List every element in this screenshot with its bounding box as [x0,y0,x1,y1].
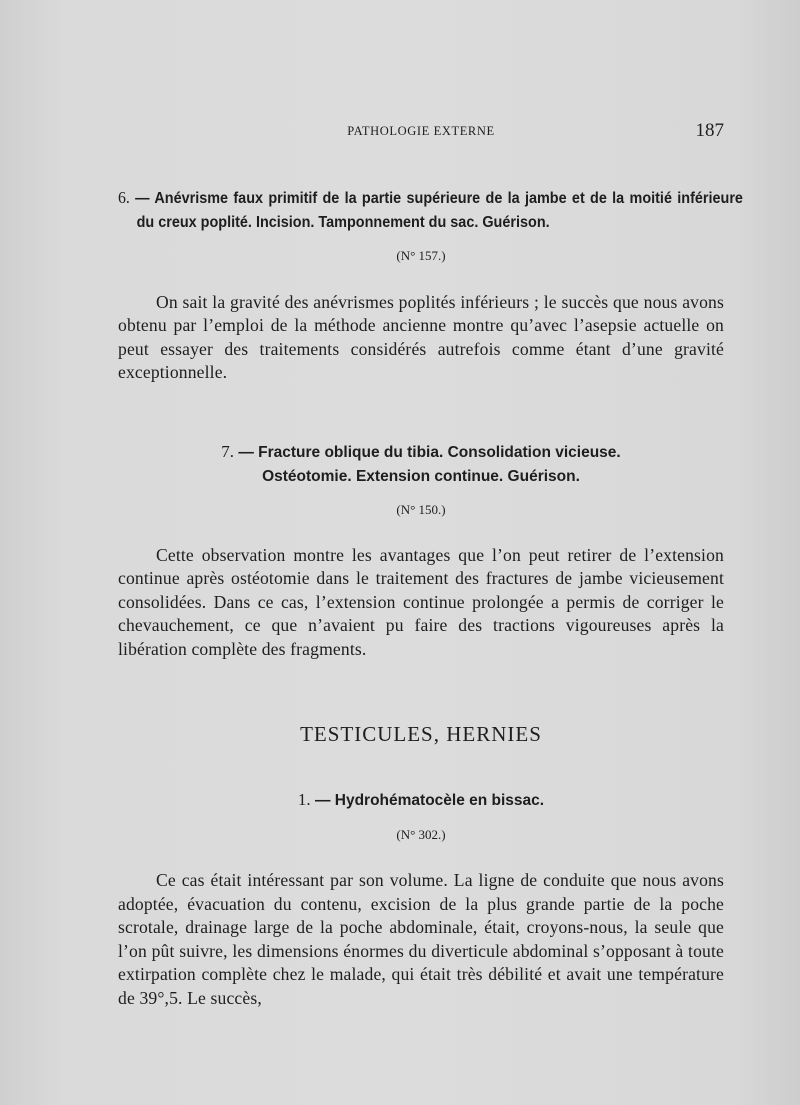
case-6-title-text: — Anévrisme faux primitif de la partie supérieure de la jambe et de la moitié inférieure du creux poplité. Incision. Tamponnement du sac. Guérison. [135,190,743,231]
case-7-title [118,440,724,488]
case-6-paragraph: On sait la gravité des anévrismes poplités inférieurs ; le succès que nous avons obtenu par l’emploi de la méthode ancienne montre qu’avec l’asepsie actuelle on peut essayer des traitements considérés autrefois comme étant d’une gravité exceptionnelle. [118,291,724,382]
section-case-1 [118,788,724,1010]
section-case-1-reference: (N° 302.) [396,826,446,842]
section-case-1-paragraph: Ce cas était intéressant par son volume. La ligne de conduite que nous avons adoptée, évacuation du contenu, excision de la plus grande partie de la poche scrotale, drainage large de la poche abdominale, était, croyons-nous, la seule que l’on pût suivre, les dimensions énormes du diverticule abdominal s’opposant à toute extirpation complète chez le malade, qui était très débilité et avait une température de 39°,5. Le succès, [118,870,724,1008]
case-6-title [118,186,743,234]
running-head: PATHOLOGIE EXTERNE [347,124,495,138]
case-7 [118,440,724,661]
page-header [118,120,724,144]
case-7-reference: (N° 150.) [396,502,446,517]
section-case-1-title-text: — Hydrohématocèle en bissac. [314,792,545,809]
case-7-title-text: — Fracture oblique du tibia. Consolidation vicieuse. Ostéotomie. Extension continue. Guérison. [238,444,621,485]
section-heading: TESTICULES, HERNIES [300,722,542,746]
page-number: 187 [695,120,724,141]
case-6-number: 6. [118,188,130,207]
section-case-1-number: 1. [297,790,311,809]
case-6 [118,186,743,385]
case-7-number: 7. [221,442,235,461]
case-6-reference: (N° 157.) [396,248,446,263]
case-7-paragraph: Cette observation montre les avantages que l’on peut retirer de l’extension continue après ostéotomie dans le traitement des fractures de jambe vicieusement consolidées. Dans ce cas, l’extension continue prolongée a permis de corriger le chevauchement, ce que n’avaient pu faire des tractions vigoureuses après la libération complète des fragments. [118,544,724,659]
section-case-1-title [118,788,724,813]
